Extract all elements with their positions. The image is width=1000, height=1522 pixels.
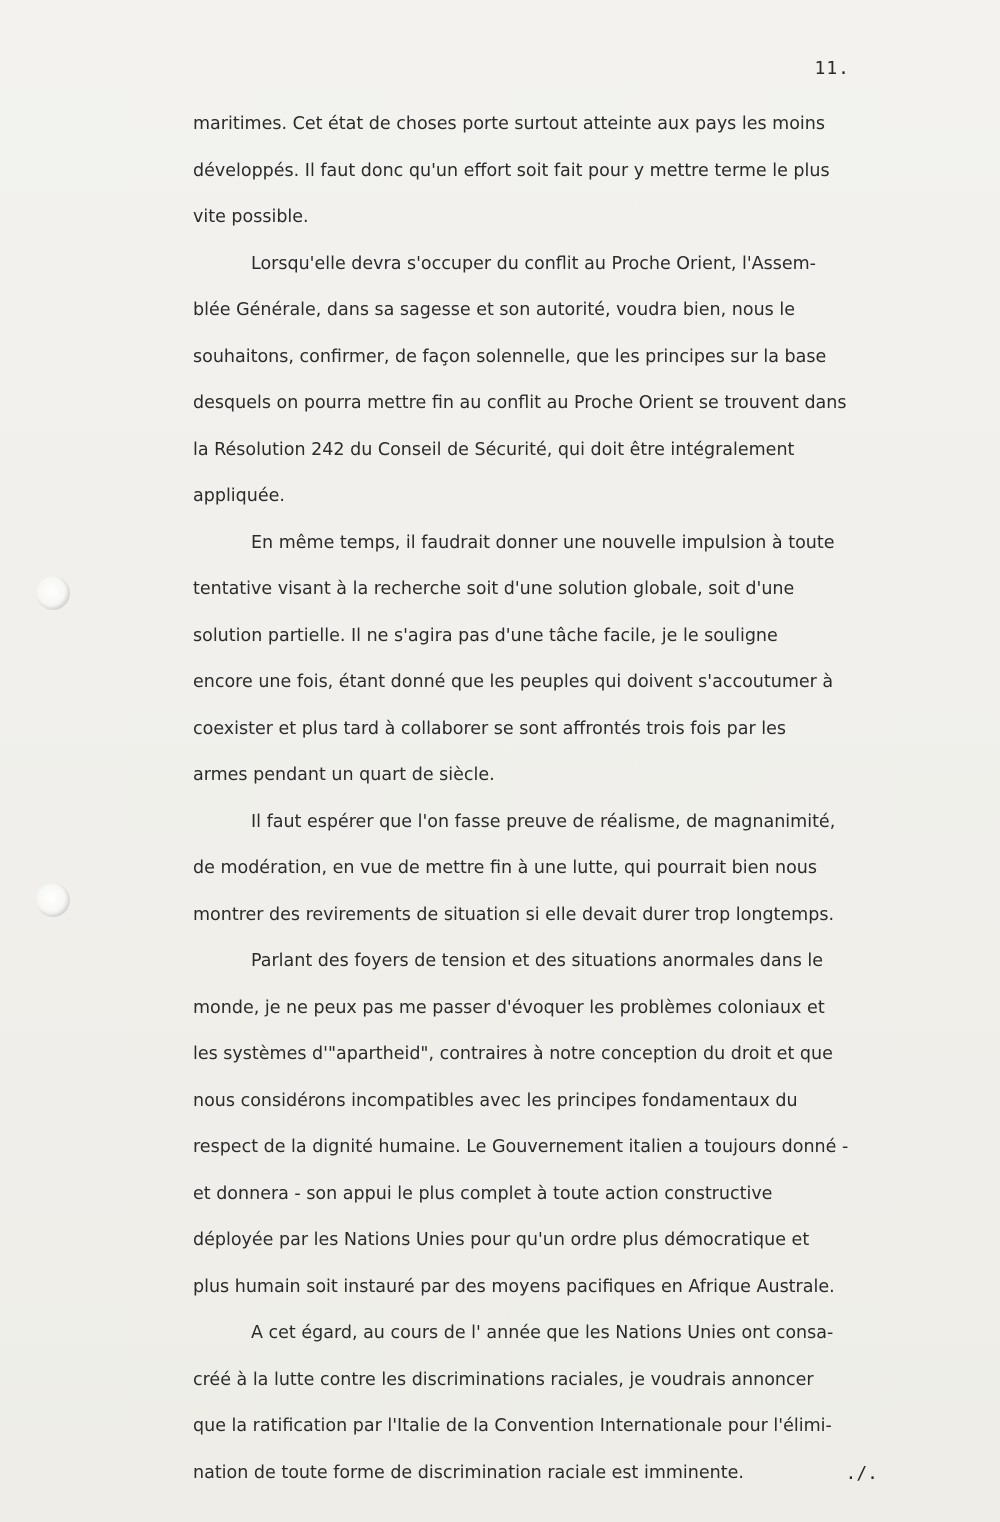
text-line: encore une fois, étant donné que les peuples qui doivent s'accoutumer à [193,672,834,692]
paragraph [193,938,908,1310]
text-line: montrer des revirements de situation si elle devait durer trop longtemps. [193,904,835,925]
text-line: déployée par les Nations Unies pour qu'un ordre plus démocratique et [193,1230,810,1250]
continuation-mark: ./. [845,1463,878,1484]
punch-hole [36,576,70,610]
text-line: maritimes. Cet état de choses porte surtout atteinte aux pays les moins [193,114,825,134]
text-line: tentative visant à la recherche soit d'une solution globale, soit d'une [193,579,795,599]
paragraph [193,1310,908,1496]
text-line: coexister et plus tard à collaborer se sont affrontés trois fois par les [193,718,786,739]
text-line: et donnera - son appui le plus complet à toute action constructive [193,1183,773,1204]
text-line: monde, je ne peux pas me passer d'évoquer les problèmes coloniaux et [193,997,825,1018]
paragraph [193,241,908,520]
paragraph [193,101,908,241]
text-line: plus humain soit instauré par des moyens pacifiques en Afrique Australe. [193,1276,835,1297]
text-line: Parlant des foyers de tension et des situations anormales dans le [251,951,824,971]
text-line: En même temps, il faudrait donner une nouvelle impulsion à toute [251,532,835,553]
text-line: vite possible. [193,207,309,227]
page-number: 11. [814,58,850,79]
paragraph [193,520,908,799]
text-line: la Résolution 242 du Conseil de Sécurité, qui doit être intégralement [193,439,795,460]
text-line: solution partielle. Il ne s'agira pas d'une tâche facile, je le souligne [193,625,778,646]
text-line: A cet égard, au cours de l' année que les Nations Unies ont consa- [251,1323,834,1343]
text-line: nous considérons incompatibles avec les principes fondamentaux du [193,1090,798,1111]
text-line: les systèmes d'"apartheid", contraires à notre conception du droit et que [193,1044,833,1064]
text-line: créé à la lutte contre les discriminations raciales, je voudrais annoncer [193,1369,814,1390]
body-text [193,101,908,1496]
text-line: Lorsqu'elle devra s'occuper du conflit au Proche Orient, l'Assem- [251,253,816,274]
text-line: armes pendant un quart de siècle. [193,765,495,785]
text-line: desquels on pourra mettre fin au conflit au Proche Orient se trouvent dans [193,393,847,413]
text-line: souhaitons, confirmer, de façon solennelle, que les principes sur la base [193,346,827,367]
text-line: de modération, en vue de mettre fin à une lutte, qui pourrait bien nous [193,858,818,878]
text-line: appliquée. [193,486,285,506]
text-line: développés. Il faut donc qu'un effort soit fait pour y mettre terme le plus [193,160,830,181]
text-line: respect de la dignité humaine. Le Gouvernement italien a toujours donné - [193,1137,849,1157]
text-line: Il faut espérer que l'on fasse preuve de réalisme, de magnanimité, [251,811,836,832]
text-line: blée Générale, dans sa sagesse et son autorité, voudra bien, nous le [193,300,795,320]
paragraph [193,799,908,939]
text-line: nation de toute forme de discrimination raciale est imminente. [193,1462,744,1483]
punch-hole [36,883,70,917]
text-line: que la ratification par l'Italie de la Convention Internationale pour l'élimi- [193,1416,832,1436]
